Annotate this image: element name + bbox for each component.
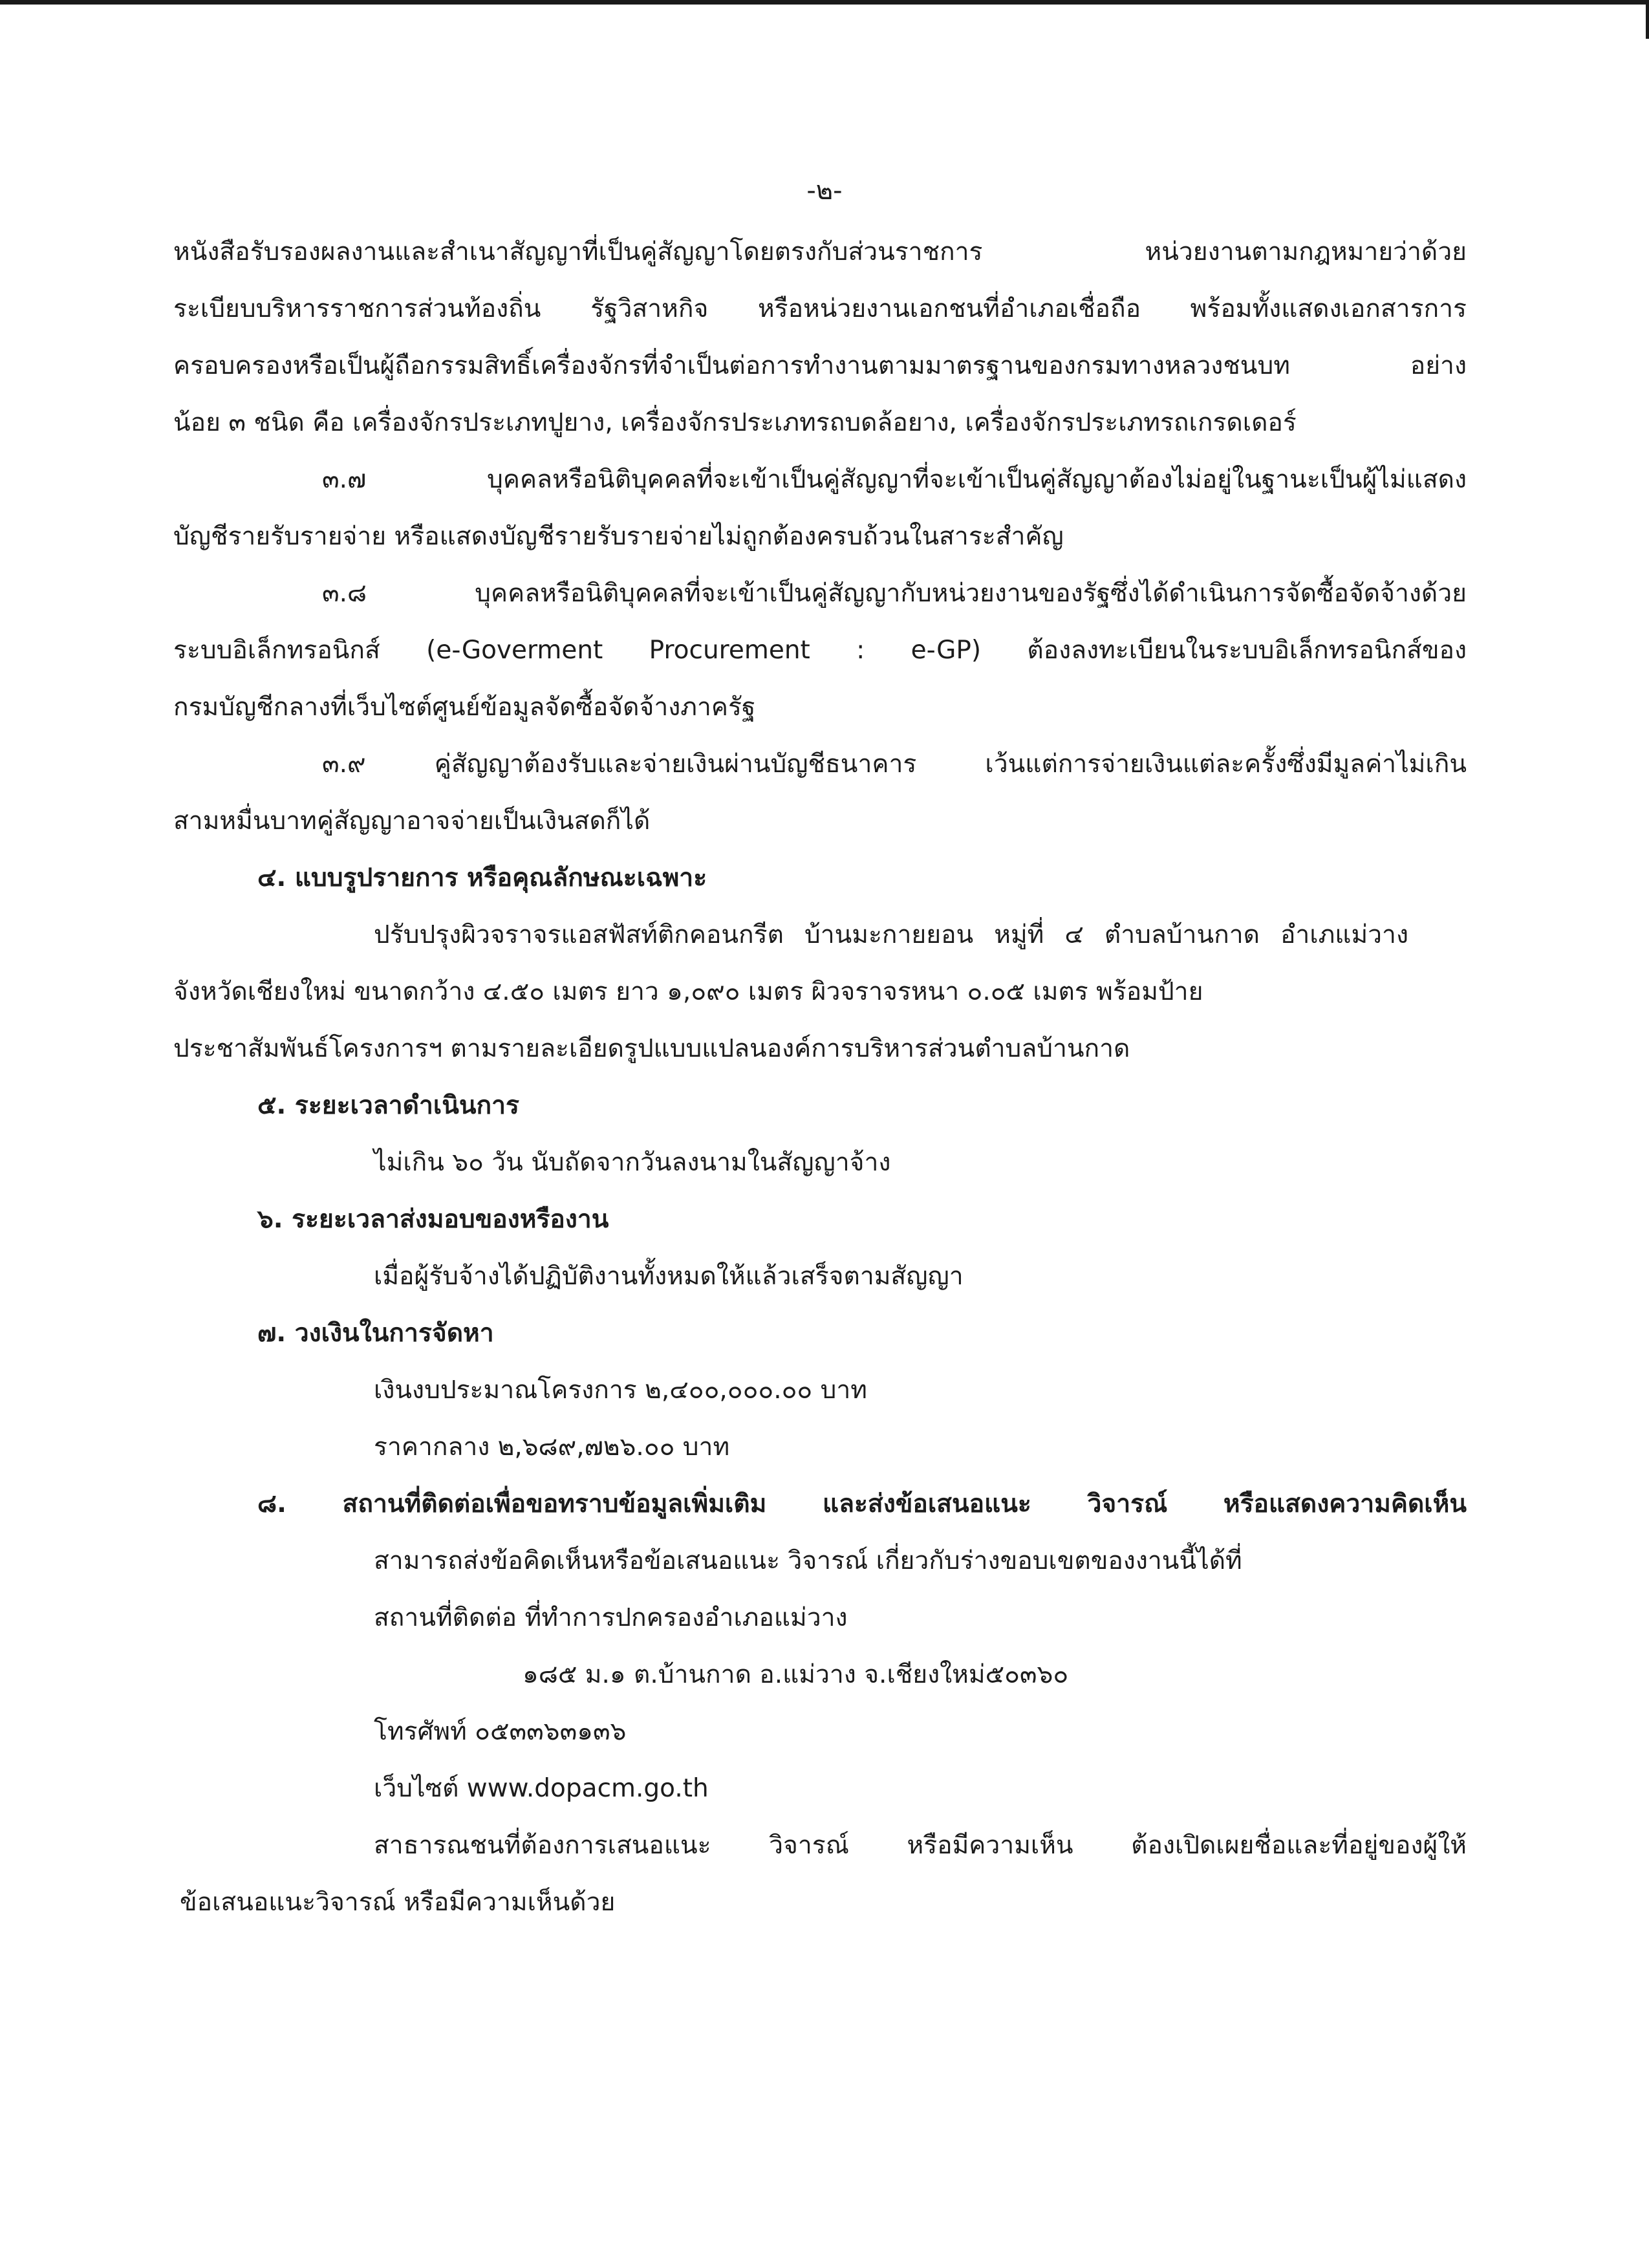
section5-line1: ไม่เกิน ๖๐ วัน นับถัดจากวันลงนามในสัญญาจ้าง	[374, 1148, 891, 1177]
section3-line2: ระเบียบบริหารราชการส่วนท้องถิ่น รัฐวิสาหกิจ หรือหน่วยงานเอกชนที่อำเภอเชื่อถือ พร้อมทั้งแสดงเอกสารการ	[173, 294, 1467, 323]
section8-heading: ๘. สถานที่ติดต่อเพื่อขอทราบข้อมูลเพิ่มเติม และส่งข้อเสนอแนะ วิจารณ์ หรือแสดงความคิดเห็น	[257, 1489, 1467, 1518]
section4-line2: จังหวัดเชียงใหม่ ขนาดกว้าง ๔.๕๐ เมตร ยาว ๑,๐๙๐ เมตร ผิวจราจรหนา ๐.๐๕ เมตร พร้อมป้าย	[173, 977, 1203, 1006]
section7-heading: ๗. วงเงินในการจัดหา	[257, 1319, 494, 1348]
item-3-7-line2: บัญชีรายรับรายจ่าย หรือแสดงบัญชีรายรับรายจ่ายไม่ถูกต้องครบถ้วนในสาระสำคัญ	[173, 522, 1064, 551]
item-3-8-line3: กรมบัญชีกลางที่เว็บไซต์ศูนย์ข้อมูลจัดซื้อจัดจ้างภาครัฐ	[173, 693, 756, 722]
item-3-9-line1: ๓.๙ คู่สัญญาต้องรับและจ่ายเงินผ่านบัญชีธนาคาร เว้นแต่การจ่ายเงินแต่ละครั้งซึ่งมีมูลค่าไม่เกิน	[322, 750, 1467, 779]
section4-heading: ๔. แบบรูปรายการ หรือคุณลักษณะเฉพาะ	[257, 863, 707, 892]
address-line: ๑๘๕ ม.๑ ต.บ้านกาด อ.แม่วาง จ.เชียงใหม่๕๐๓๖๐	[523, 1660, 1069, 1689]
scan-edge-right	[1646, 0, 1649, 39]
item-3-9-line2: สามหมื่นบาทคู่สัญญาอาจจ่ายเป็นเงินสดก็ได้	[173, 806, 651, 836]
scan-edge-top	[0, 0, 1649, 5]
section3-line1: หนังสือรับรองผลงานและสำเนาสัญญาที่เป็นคู่สัญญาโดยตรงกับส่วนราชการ หน่วยงานตามกฎหมายว่าด้วย	[173, 237, 1467, 266]
median-price-line: ราคากลาง ๒,๖๘๙,๗๒๖.๐๐ บาท	[374, 1432, 730, 1462]
section8-line2: สถานที่ติดต่อ ที่ทำการปกครองอำเภอแม่วาง	[374, 1603, 848, 1632]
item-3-8-line1: ๓.๘ บุคคลหรือนิติบุคคลที่จะเข้าเป็นคู่สัญญากับหน่วยงานของรัฐซึ่งได้ดำเนินการจัดซื้อจัดจ้างด้วย	[322, 579, 1467, 608]
website-line: เว็บไซต์ www.dopacm.go.th	[374, 1774, 709, 1803]
section6-heading: ๖. ระยะเวลาส่งมอบของหรืองาน	[257, 1205, 609, 1234]
section4-line3: ประชาสัมพันธ์โครงการฯ ตามรายละเอียดรูปแบบแปลนองค์การบริหารส่วนตำบลบ้านกาด	[173, 1034, 1130, 1063]
item-3-7-line1: ๓.๗ บุคคลหรือนิติบุคคลที่จะเข้าเป็นคู่สัญญาที่จะเข้าเป็นคู่สัญญาต้องไม่อยู่ในฐานะเป็นผู้ไม่แสดง	[322, 465, 1467, 494]
page-number: -๒-	[806, 176, 843, 206]
section3-line3: ครอบครองหรือเป็นผู้ถือกรรมสิทธิ์เครื่องจักรที่จำเป็นต่อการทำงานตามมาตรฐานของกรมทางหลวงชนบท อย่าง	[173, 351, 1467, 380]
phone-line: โทรศัพท์ ๐๕๓๓๖๓๑๓๖	[374, 1717, 627, 1746]
section8-line1: สามารถส่งข้อคิดเห็นหรือข้อเสนอแนะ วิจารณ์ เกี่ยวกับร่างขอบเขตของงานนี้ได้ที่	[374, 1546, 1242, 1575]
section3-line4: น้อย ๓ ชนิด คือ เครื่องจักรประเภทปูยาง, เครื่องจักรประเภทรถบดล้อยาง, เครื่องจักรประเภทรถเกรดเดอร์	[173, 408, 1297, 437]
section4-line1: ปรับปรุงผิวจราจรแอสฟัสท์ติกคอนกรีต บ้านมะกายยอน หมู่ที่ ๔ ตำบลบ้านกาด อำเภแม่วาง	[374, 920, 1408, 949]
budget-line: เงินงบประมาณโครงการ ๒,๔๐๐,๐๐๐.๐๐ บาท	[374, 1376, 867, 1405]
public-comment-line1: สาธารณชนที่ต้องการเสนอแนะ วิจารณ์ หรือมีความเห็น ต้องเปิดเผยชื่อและที่อยู่ของผู้ให้	[374, 1831, 1467, 1860]
section6-line1: เมื่อผู้รับจ้างได้ปฏิบัติงานทั้งหมดให้แล้วเสร็จตามสัญญา	[374, 1262, 964, 1291]
item-3-8-line2: ระบบอิเล็กทรอนิกส์ (e-Goverment Procurement : e-GP) ต้องลงทะเบียนในระบบอิเล็กทรอนิกส์ของ	[173, 636, 1467, 665]
section5-heading: ๕. ระยะเวลาดำเนินการ	[257, 1091, 519, 1120]
public-comment-line2: ข้อเสนอแนะวิจารณ์ หรือมีความเห็นด้วย	[180, 1888, 616, 1917]
